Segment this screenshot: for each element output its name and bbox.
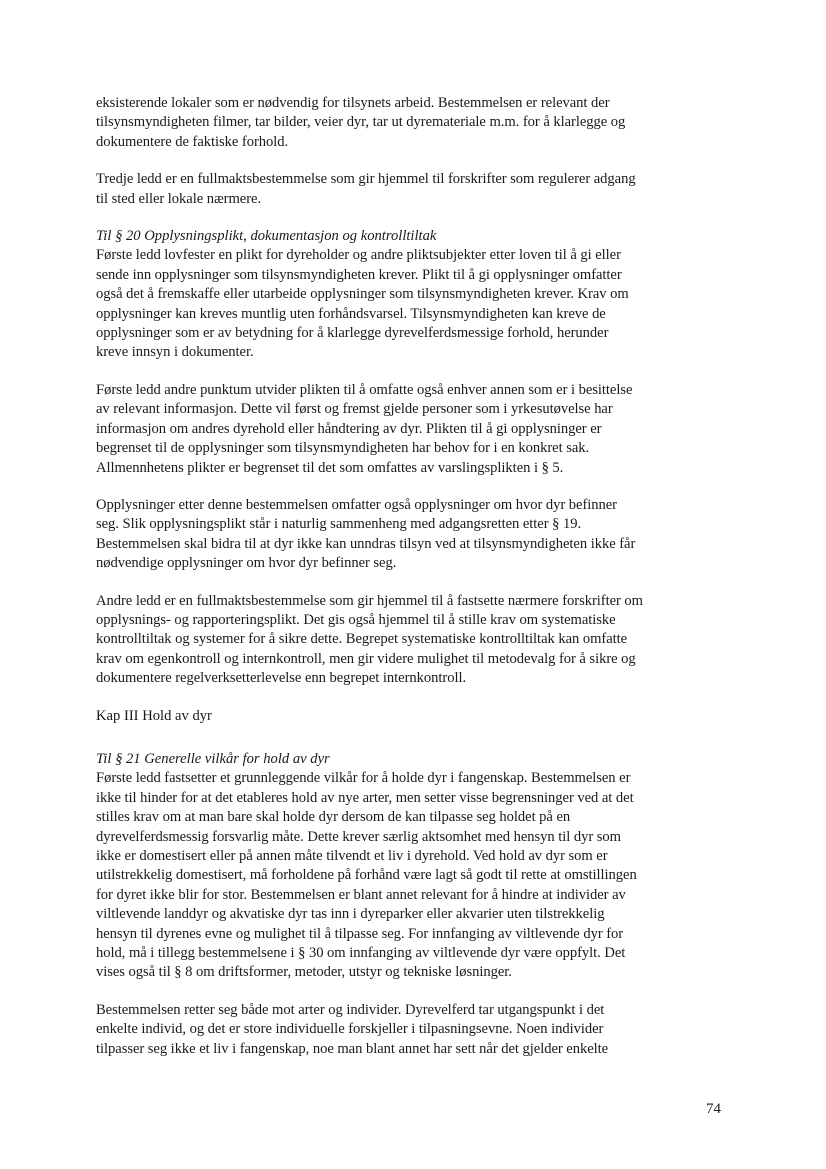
paragraph: Første ledd lovfester en plikt for dyreholder og andre pliktsubjekter etter loven til å gi eller sende inn opplysninger som tilsynsmyndigheten krever. Plikt til å gi opplysninger omfatter også det å fremskaffe eller utarbeide opplysninger som tilsynsmyndigheten krever. Krav om opplysninger kan kreves muntlig uten forhåndsvarsel. Tilsynsmyndigheten kan kreve de opplysninger som er av betydning for å klarlegge dyrevelferdsmessige forhold, herunder kreve innsyn i dokumenter. <box>96 247 629 361</box>
paragraph: Bestemmelsen retter seg både mot arter og individer. Dyrevelferd tar utgangspunkt i det enkelte individ, og det er store individuelle forskjeller i tilpasningsevne. Noen individer tilpasser seg ikke et liv i fangenskap, noe man blant annet har sett når det gjelder enkelte <box>96 1001 609 1057</box>
paragraph: Første ledd fastsetter et grunnleggende vilkår for å holde dyr i fangenskap. Bestemmelsen er ikke til hinder for at det etableres hold av nye arter, men setter visse begrensninger ved at det stilles krav om at man bare skal holde dyr dersom de kan tilpasse seg holdet på en dyrevelferdsmessig forsvarlig måte. Dette krever særlig aktsomhet med hensyn til dyr som ikke er domestisert eller på annen måte tilvendt et liv i dyrehold. Ved hold av dyr som er utilstrekkelig domestisert, må forholdene på forhånd være lagt så godt til rette at omstillingen for dyret ikke blir for stor. Bestemmelsen er blant annet relevant for å hindre at individer av viltlevende landdyr og akvatiske dyr tas inn i dyreparker eller akvarier uten tilstrekkelig hensyn til dyrenes evne og mulighet til å tilpasse seg. For innfanging av viltlevende dyr for hold, må i tillegg bestemmelsene i § 30 om innfanging av viltlevende dyr være oppfylt. Det vises også til § 8 om driftsformer, metoder, utstyr og tekniske løsninger. <box>96 770 637 981</box>
paragraph: Første ledd andre punktum utvider plikten til å omfatte også enhver annen som er i besittelse av relevant informasjon. Dette vil først og fremst gjelde personer som i yrkesutøvelse har informasjon om andres dyrehold eller håndtering av dyr. Plikten til å gi opplysninger er begrenset til de opplysninger som tilsynsmyndigheten har behov for i en konkret sak. Allmennhetens plikter er begrenset til det som omfattes av varslingsplikten i § 5. <box>96 381 633 476</box>
paragraph: eksisterende lokaler som er nødvendig for tilsynets arbeid. Bestemmelsen er relevant der tilsynsmyndigheten filmer, tar bilder, veier dyr, tar ut dyremateriale m.m. for å klarlegge og dokumentere de faktiske forhold. <box>96 95 626 150</box>
section-heading-21: Til § 21 Generelle vilkår for hold av dyr <box>96 750 330 767</box>
chapter-heading: Kap III Hold av dyr <box>96 707 212 724</box>
paragraph: Tredje ledd er en fullmaktsbestemmelse som gir hjemmel til forskrifter som regulerer adgang til sted eller lokale nærmere. <box>96 171 636 207</box>
document-page <box>96 94 736 1059</box>
section-heading-20: Til § 20 Opplysningsplikt, dokumentasjon og kontrolltiltak <box>96 228 437 245</box>
paragraph: Andre ledd er en fullmaktsbestemmelse som gir hjemmel til å fastsette nærmere forskrifter om opplysnings- og rapporteringsplikt. Det gis også hjemmel til å stille krav om systematiske kontrolltiltak og systemer for å sikre dette. Begrepet systematiske kontrolltiltak kan omfatte krav om egenkontroll og internkontroll, men gir videre mulighet til metodevalg for å sikre og dokumentere regelverksetterlevelse enn begrepet internkontroll. <box>96 592 643 687</box>
page-number: 74 <box>706 1101 721 1117</box>
paragraph: Opplysninger etter denne bestemmelsen omfatter også opplysninger om hvor dyr befinner seg. Slik opplysningsplikt står i naturlig sammenheng med adgangsretten etter § 19. Bestemmelsen skal bidra til at dyr ikke kan unndras tilsyn ved at tilsynsmyndigheten ikke får nødvendige opplysninger om hvor dyr befinner seg. <box>96 496 636 572</box>
